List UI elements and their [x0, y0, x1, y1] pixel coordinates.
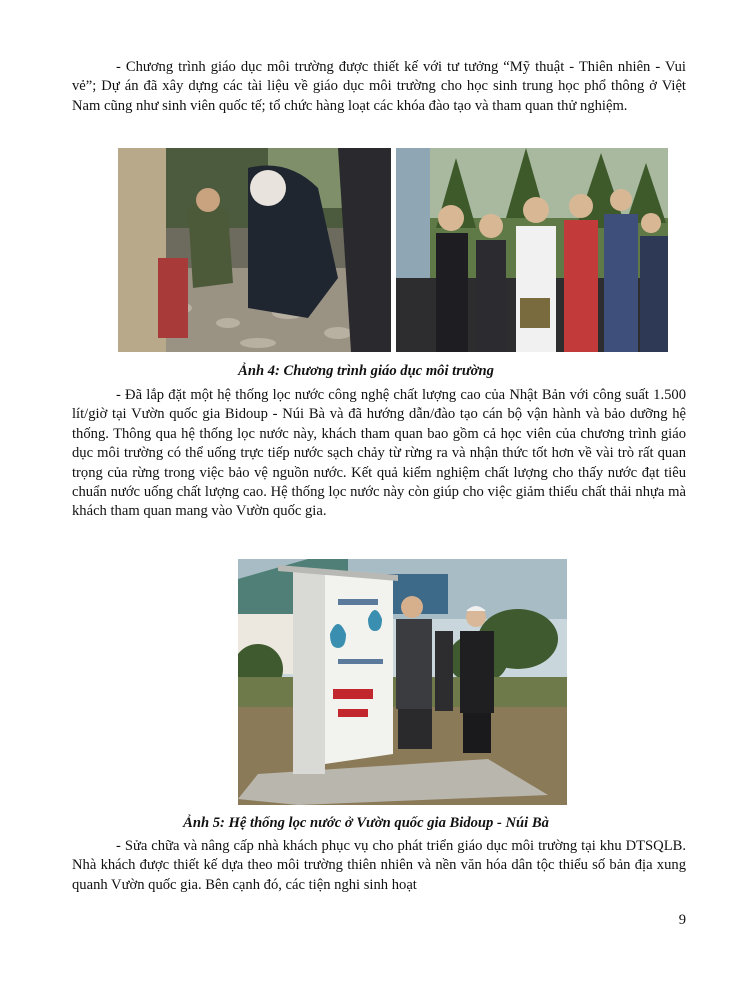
photo-5-caption-label: Ảnh 5: — [183, 815, 225, 831]
photo-students-binoculars — [396, 148, 668, 352]
photo-5-caption-text: Hệ thống lọc nước ở Vườn quốc gia Bidoup - Núi Bà — [224, 815, 549, 831]
photo-4-caption-label: Ảnh 4: — [238, 363, 280, 379]
photo-4-caption-text: Chương trình giáo dục môi trường — [279, 363, 494, 379]
photo-4-caption — [0, 363, 732, 380]
photo-water-filter-station — [238, 559, 567, 805]
photo-5-caption — [0, 815, 732, 832]
page-number: 9 — [678, 912, 686, 928]
paragraph-guesthouse: - Sửa chữa và nâng cấp nhà khách phục vụ cho phát triển giáo dục môi trường tại khu DTSQLB. Nhà khách được thiết kế dựa theo môi trường thiên nhiên và nền văn hóa dân tộc thiểu số bản địa xung quanh Vườn quốc gia. Bên cạnh đó, các tiện nghi sinh hoạt — [72, 838, 686, 893]
photo-students-rocks — [118, 148, 391, 352]
paragraph-water-filter: - Đã lắp đặt một hệ thống lọc nước công nghệ chất lượng cao của Nhật Bản với công suất 1.500 lít/giờ tại Vườn quốc gia Bidoup - Núi Bà và đã hướng dẫn/đào tạo cán bộ vận hành và bảo dưỡng hệ thống. Thông qua hệ thống lọc nước này, khách tham quan bao gồm cả học viên của chương trình giáo dục môi trường có thể uống trực tiếp nước sạch chảy từ rừng ra và nhận thức tốt hơn về vài trò rất quan trọng của rừng trong việc bảo vệ nguồn nước. Kết quả kiểm nghiệm chất lượng cho thấy nước đạt tiêu chuẩn nước uống chất lượng cao. Hệ thống lọc nước này còn giúp cho việc giảm thiểu chất thải nhựa mà khách tham quan mang vào Vườn quốc gia. — [72, 387, 686, 520]
paragraph-education-program: - Chương trình giáo dục môi trường được thiết kế với tư tưởng “Mỹ thuật - Thiên nhiên - Vui vẻ”; Dự án đã xây dựng các tài liệu về giáo dục môi trường cho học sinh trung học phổ thông ở Việt Nam cũng như sinh viên quốc tế; tổ chức hàng loạt các khóa đào tạo và tham quan thử nghiệm. — [72, 59, 686, 114]
